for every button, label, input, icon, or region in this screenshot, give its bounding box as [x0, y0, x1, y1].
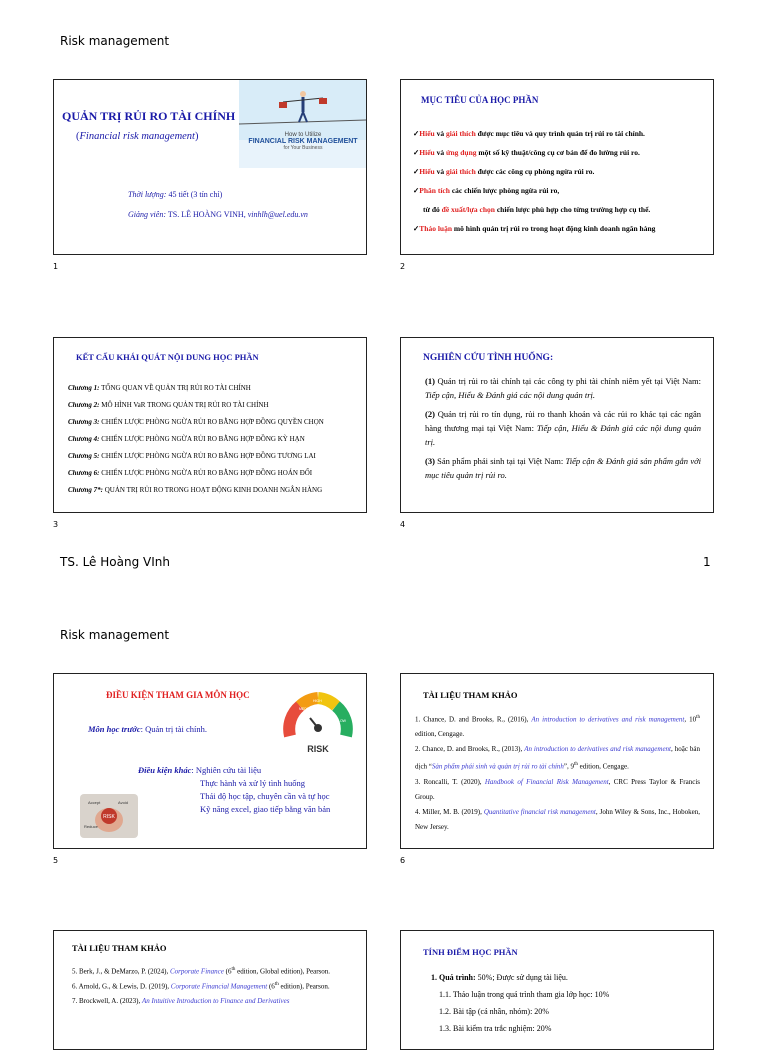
hand-word-reduce: Reduce [84, 824, 98, 829]
image-caption-line2: FINANCIAL RISK MANAGEMENT [248, 138, 358, 145]
prereq-value: : Quản trị tài chính. [140, 724, 207, 734]
text: và [434, 167, 446, 176]
case-1 [425, 374, 701, 402]
check-icon: ✓ [413, 148, 420, 157]
ref-link[interactable]: An Intuitive Introduction to Finance and Derivatives [142, 996, 290, 1005]
grading-line: 1.3. Bài kiểm tra trắc nghiệm: 20% [439, 1024, 552, 1033]
other-label: Điều kiện khác [138, 765, 192, 775]
check-icon: ✓ [413, 167, 420, 176]
text: và [434, 148, 446, 157]
paren-close: ) [194, 131, 199, 142]
ref-link[interactable]: Corporate Financial Management [170, 982, 268, 991]
gauge-label: RISK [307, 744, 329, 754]
ref-text: ”, 9 [563, 762, 574, 771]
ref-sup: th [231, 967, 236, 972]
text: một số kỹ thuật/công cụ cơ bản để đo lường rủi ro. [476, 148, 640, 157]
subtitle-text: Financial risk management [79, 131, 195, 142]
ref-text: (6 [267, 982, 275, 991]
ref-text: edition, Global edition), Pearson. [235, 967, 331, 976]
risk-gauge-icon [282, 688, 354, 760]
condition-item: Thực hành và xử lý tình huống [200, 778, 306, 788]
slide1-title: QUẢN TRỊ RỦI RO TÀI CHÍNH [62, 109, 236, 123]
condition-item: Thái độ học tập, chuyên cần và tự học [200, 791, 330, 801]
text: chiến lược phù hợp cho từng trường hợp cụ thể. [494, 205, 651, 214]
text: mô hình quản trị rủi ro trong hoạt động kinh doanh ngân hàng [452, 224, 656, 233]
slide1-lecturer [128, 210, 308, 219]
keyword: giải thích [445, 167, 476, 176]
page-header-top: Risk management [60, 34, 170, 48]
image-caption-line1: How to Utilize [284, 132, 322, 138]
text: từ đó [423, 205, 442, 214]
gauge-word-medium: MEDIUM [299, 707, 314, 711]
case-italic: Tiếp cận, Hiểu & Đánh giá các nội dung quản trị. [425, 390, 595, 400]
case-text: Quản trị rủi ro tài chính tại các công ty phi tài chính niêm yết tại Việt Nam: [434, 376, 701, 386]
slide3-title: KẾT CẤU KHÁI QUÁT NỘI DUNG HỌC PHẦN [76, 352, 259, 362]
ref-text: edition, Cengage. [415, 730, 465, 739]
slide-8 [400, 930, 714, 1050]
slide-number-2: 2 [400, 262, 406, 271]
slide-number-1: 1 [53, 262, 59, 271]
chapter-item [68, 397, 324, 414]
chapter-item [68, 431, 324, 448]
ref-text: edition, Cengage. [577, 762, 629, 771]
reference-list [415, 710, 700, 835]
keyword: ứng dụng [445, 148, 477, 157]
slide-2 [400, 79, 714, 255]
grading-line: 1.2. Bài tập (cá nhân, nhóm): 20% [439, 1007, 549, 1016]
keyword: đề xuất/lựa chọn [441, 205, 495, 214]
lecturer-email: vinhlh@uel.edu.vn [247, 210, 308, 219]
grading-line [431, 969, 609, 986]
prerequisite [88, 724, 207, 734]
risk-hand-image [80, 794, 138, 838]
hand-word-avoid: Avoid [118, 800, 128, 805]
ref-text: 7. Brockwell, A. (2023), [72, 996, 142, 1005]
slide-number-4: 4 [400, 520, 406, 529]
grading-label: 1. Quá trình: [431, 973, 476, 982]
grading-line: 1.1. Thảo luận trong quá trình tham gia lớp học: 10% [439, 990, 610, 999]
ref-text: 2. Chance, D. and Brooks, R., (2013), [415, 745, 525, 754]
ref-text: , 10 [684, 715, 697, 724]
case-text: Quản trị rủi ro tín dụng, rủi ro thanh khoản và các rủi ro khác tại các ngân hàng thương mại tại Việt Nam: [425, 409, 701, 433]
chapter-label: Chương 6: [68, 469, 100, 477]
prereq-label: Môn học trước [88, 724, 141, 734]
page-header-bottom: Risk management [60, 628, 170, 642]
ref-text: 3. Roncalli, T. (2020), [415, 777, 485, 786]
case-list [425, 374, 701, 482]
case-num: (3) [425, 456, 435, 466]
keyword: Hiểu [419, 129, 435, 138]
ref-text: , CRC Press Taylor & Francis Group. [415, 777, 701, 801]
check-icon: ✓ [413, 224, 420, 233]
ref-text: , hoặc bản dịch “ [415, 745, 700, 771]
case-3 [425, 454, 701, 482]
slide2-title: MỤC TIÊU CỦA HỌC PHẦN [421, 95, 539, 105]
duration-label: Thời lượng: [128, 190, 167, 199]
slide-4 [400, 337, 714, 513]
chapter-item [68, 380, 324, 397]
chapter-label: Chương 7*: [68, 486, 103, 494]
ref-text: edition), Pearson. [278, 982, 330, 991]
footer-page-number: 1 [703, 555, 711, 569]
ref-text: 5. Berk, J., & DeMarzo, P. (2024), [72, 967, 170, 976]
slide-number-3: 3 [53, 520, 59, 529]
paren-open: ( [76, 131, 80, 142]
image-caption-line3: for Your Business [283, 145, 323, 151]
slide8-title: TÍNH ĐIỂM HỌC PHẦN [423, 947, 518, 957]
objectives-list [413, 124, 655, 238]
lecturer-value: TS. LÊ HOÀNG VINH, [166, 210, 248, 219]
grading-value: 50%; Được sử dụng tài liệu. [475, 973, 568, 982]
text: được các công cụ phòng ngừa rủi ro. [475, 167, 595, 176]
chapter-label: Chương 2: [68, 401, 100, 409]
reference-item [72, 963, 357, 978]
reference-item [72, 994, 357, 1008]
case-2 [425, 407, 701, 449]
risk-hand-graphic [80, 794, 138, 838]
chapter-list [68, 380, 324, 499]
check-icon: ✓ [413, 186, 420, 195]
reference-item [415, 775, 700, 805]
objective-1 [413, 124, 655, 143]
case-italic: Tiếp cận, Hiểu & Đánh giá các nội dung quản trị. [425, 423, 701, 447]
chapter-label: Chương 5: [68, 452, 100, 460]
ref-sup: th [696, 715, 700, 720]
chapter-title: MÔ HÌNH VaR TRONG QUẢN TRỊ RỦI RO TÀI CHÍNH [99, 401, 269, 409]
slide-number-6: 6 [400, 856, 406, 865]
objective-4-cont [413, 200, 655, 219]
gauge-word-high: HIGH [313, 699, 322, 703]
reference-item [415, 710, 700, 742]
slide4-title: NGHIÊN CỨU TÌNH HUỐNG: [423, 353, 554, 363]
case-text: Sản phẩm phái sinh tại tại Việt Nam: [434, 456, 566, 466]
reference-list-cont [72, 963, 357, 1008]
chapter-title: TỔNG QUAN VỀ QUẢN TRỊ RỦI RO TÀI CHÍNH [99, 384, 251, 392]
text: và [434, 129, 446, 138]
ref-text: 4. Miller, M. B. (2019), [415, 807, 484, 816]
tightrope-illustration [239, 80, 367, 168]
ref-link[interactable]: Sản phẩm phái sinh và quản trị rủi ro tài chính [431, 762, 564, 771]
condition-item: Kỹ năng excel, giao tiếp bằng văn bản [200, 804, 331, 814]
slide-number-5: 5 [53, 856, 59, 865]
ref-link[interactable]: Corporate Finance [170, 967, 224, 976]
slide-1 [53, 79, 367, 255]
hand-word-accept: Accept [88, 800, 101, 805]
ref-link[interactable]: Quantitative financial risk management [483, 807, 596, 816]
ref-text: 6. Arnold, G., & Lewis, D. (2019), [72, 982, 171, 991]
case-italic: Tiếp cận & Đánh giá sản phẩm gắn với mục tiêu quản trị rủi ro. [425, 456, 701, 480]
keyword: Hiểu [419, 148, 435, 157]
keyword: giải thích [445, 129, 476, 138]
keyword: Thảo luận [419, 224, 453, 233]
objective-4 [413, 181, 655, 200]
reference-item [415, 805, 700, 835]
tightrope-image [239, 80, 367, 168]
check-icon: ✓ [413, 129, 420, 138]
chapter-label: Chương 4: [68, 435, 100, 443]
reference-item [415, 742, 700, 774]
reference-item [72, 978, 357, 993]
slide5-title: ĐIỀU KIỆN THAM GIA MÔN HỌC [106, 690, 250, 700]
slide1-subtitle [76, 131, 198, 142]
keyword: Phân tích [419, 186, 450, 195]
objective-2 [413, 143, 655, 162]
ref-link[interactable]: An introduction to derivatives and risk management [524, 745, 671, 754]
text: được mục tiêu và quy trình quản trị rủi ro tài chính. [475, 129, 645, 138]
chapter-item [68, 465, 324, 482]
duration-value: 45 tiết (3 tín chỉ) [166, 190, 223, 199]
case-num: (2) [425, 409, 435, 419]
ref-text: 1. Chance, D. and Brooks, R., (2016), [415, 715, 532, 724]
slide-3 [53, 337, 367, 513]
slide-7 [53, 930, 367, 1050]
lecturer-label: Giảng viên: [128, 210, 166, 219]
chapter-item [68, 482, 324, 499]
slide1-duration [128, 190, 222, 199]
slide-5 [53, 673, 367, 849]
grading-list [431, 969, 609, 1037]
text: các chiến lược phòng ngừa rủi ro, [449, 186, 560, 195]
ref-text: , John Wiley & Sons, Inc., Hoboken, New Jersey. [415, 807, 700, 831]
ref-text: (6 [223, 967, 232, 976]
chapter-label: Chương 1: [68, 384, 100, 392]
gauge-word-low: LOW [338, 719, 346, 723]
chapter-item [68, 414, 324, 431]
hand-word-risk: RISK [103, 814, 115, 820]
chapter-title: CHIẾN LƯỢC PHÒNG NGỪA RỦI RO BẰNG HỢP ĐỒNG KỲ HẠN [99, 435, 305, 443]
ref-link[interactable]: Handbook of Financial Risk Management [484, 777, 609, 786]
ref-sup: th [274, 982, 279, 988]
case-num: (1) [425, 376, 435, 386]
chapter-item [68, 448, 324, 465]
slide-6 [400, 673, 714, 849]
chapter-title: CHIẾN LƯỢC PHÒNG NGỪA RỦI RO BẰNG HỢP ĐỒNG HOÁN ĐỔI [99, 469, 313, 477]
objective-5 [413, 219, 655, 238]
footer-author: TS. Lê Hoàng VInh [60, 555, 170, 569]
chapter-title: QUẢN TRỊ RỦI RO TRONG HOẠT ĐỘNG KINH DOANH NGÂN HÀNG [103, 486, 323, 494]
slide7-title: TÀI LIỆU THAM KHẢO [72, 943, 167, 953]
other-value: : Nghiên cứu tài liệu [191, 765, 262, 775]
chapter-title: CHIẾN LƯỢC PHÒNG NGỪA RỦI RO BẰNG HỢP ĐỒNG TƯƠNG LAI [99, 452, 316, 460]
chapter-label: Chương 3: [68, 418, 100, 426]
chapter-title: CHIẾN LƯỢC PHÒNG NGỪA RỦI RO BẰNG HỢP ĐỒNG QUYỀN CHỌN [99, 418, 324, 426]
ref-link[interactable]: An introduction to derivatives and risk management [531, 715, 685, 724]
slide6-title: TÀI LIỆU THAM KHẢO [423, 690, 518, 700]
keyword: Hiểu [419, 167, 435, 176]
ref-sup: th [574, 762, 578, 768]
other-conditions [138, 764, 330, 816]
objective-3 [413, 162, 655, 181]
